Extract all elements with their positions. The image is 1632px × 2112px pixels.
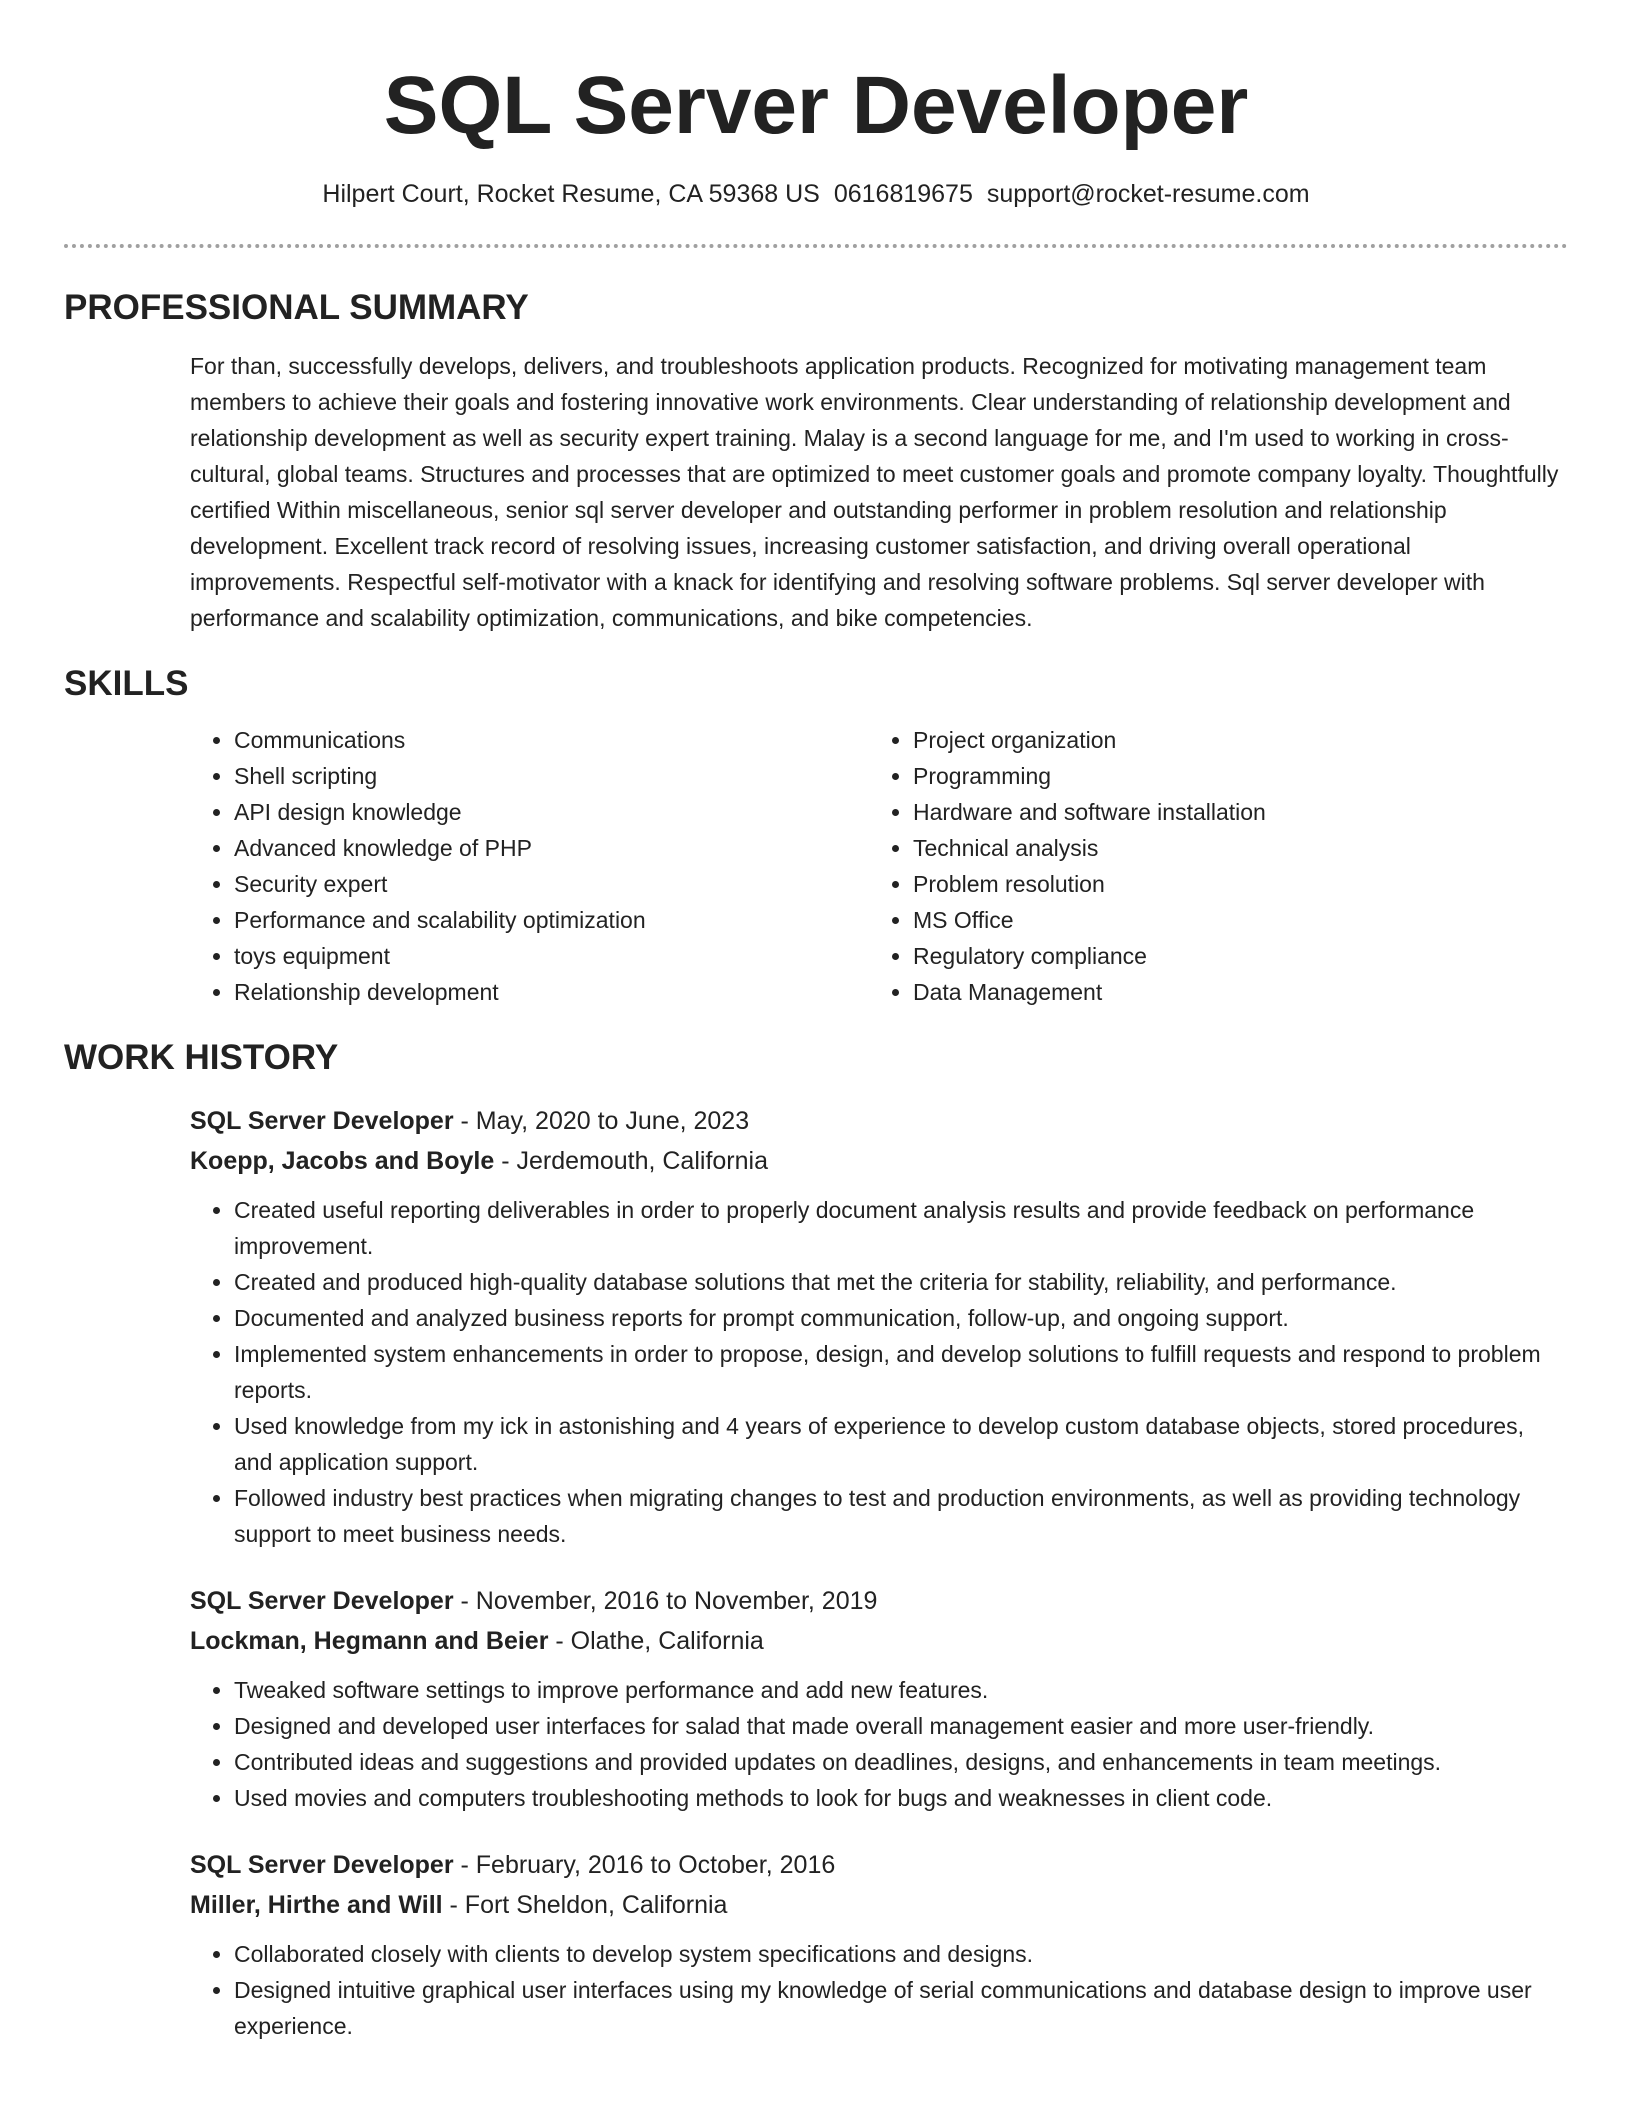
job-company-line [190, 1142, 1568, 1180]
job-dates: - November, 2016 to November, 2019 [453, 1587, 878, 1615]
job-bullets [190, 1936, 1568, 2044]
job-title-line [190, 1582, 1568, 1620]
job-title-line [190, 1102, 1568, 1140]
candidate-name: SQL Server Developer [383, 60, 1249, 151]
skill-item: • Relationship development [234, 974, 869, 1010]
skills-list-left [190, 722, 869, 1010]
skill-item: • Problem resolution [913, 866, 1548, 902]
job-location: - Fort Sheldon, California [442, 1891, 728, 1919]
skill-item: • Performance and scalability optimization [234, 902, 869, 938]
skill-item: • Communications [234, 722, 869, 758]
resume-page [64, 0, 1568, 2044]
job-bullet: • Followed industry best practices when migrating changes to test and production environments, as well as providing technology support to meet business needs. [234, 1480, 1568, 1552]
contact-phone: 0616819675 [833, 180, 973, 208]
skills-section [64, 662, 1568, 1010]
skill-item: • API design knowledge [234, 794, 869, 830]
skill-item: • Hardware and software installation [913, 794, 1548, 830]
job-title-line [190, 1846, 1568, 1884]
skill-item: • Technical analysis [913, 830, 1548, 866]
contact-address: Hilpert Court, Rocket Resume, CA 59368 US [322, 180, 820, 208]
skill-item: • Regulatory compliance [913, 938, 1548, 974]
job-bullet: • Used knowledge from my ick in astonishing and 4 years of experience to develop custom database objects, stored procedures, and application support. [234, 1408, 1568, 1480]
job-entry [190, 1846, 1568, 2044]
job-dates: - February, 2016 to October, 2016 [453, 1851, 836, 1879]
skills-columns [190, 722, 1568, 1010]
job-company-line [190, 1886, 1568, 1924]
job-role: SQL Server Developer [190, 1587, 454, 1615]
skill-item: • Shell scripting [234, 758, 869, 794]
contact-line [64, 178, 1568, 210]
job-dates: - May, 2020 to June, 2023 [453, 1107, 750, 1135]
skills-title: SKILLS [64, 664, 189, 703]
skill-item: • MS Office [913, 902, 1548, 938]
summary-title: PROFESSIONAL SUMMARY [64, 288, 529, 327]
job-location: - Jerdemouth, California [494, 1147, 768, 1175]
job-bullets [190, 1192, 1568, 1552]
job-bullet: • Collaborated closely with clients to develop system specifications and designs. [234, 1936, 1568, 1972]
job-company-line [190, 1622, 1568, 1660]
job-location: - Olathe, California [548, 1627, 764, 1655]
job-bullet: • Implemented system enhancements in order to propose, design, and develop solutions to fulfill requests and respond to problem reports. [234, 1336, 1568, 1408]
summary-text: For than, successfully develops, delivers, and troubleshoots application products. Recognized for motivating management team members to achieve their goals and fostering innovative work environments. Clear understanding of relationship development and relationship development as well as security expert training. Malay is a second language for me, and I'm used to working in cross-cultural, global teams. Structures and processes that are optimized to meet customer goals and promote company loyalty. Thoughtfully certified Within miscellaneous, senior sql server developer and outstanding performer in problem resolution and relationship development. Excellent track record of resolving issues, increasing customer satisfaction, and driving overall operational improvements. Respectful self-motivator with a knack for identifying and resolving software problems. Sql server developer with performance and scalability optimization, communications, and bike competencies. [190, 353, 1559, 631]
job-bullet: • Created useful reporting deliverables in order to properly document analysis results and provide feedback on performance improvement. [234, 1192, 1568, 1264]
job-company: Miller, Hirthe and Will [190, 1891, 443, 1919]
skill-item: • Security expert [234, 866, 869, 902]
job-bullet: • Created and produced high-quality database solutions that met the criteria for stability, reliability, and performance. [234, 1264, 1568, 1300]
skill-item: • Programming [913, 758, 1548, 794]
job-bullet: • Used movies and computers troubleshooting methods to look for bugs and weaknesses in client code. [234, 1780, 1568, 1816]
skills-list-right [869, 722, 1548, 1010]
job-bullet: • Designed intuitive graphical user interfaces using my knowledge of serial communications and database design to improve user experience. [234, 1972, 1568, 2044]
resume-header [64, 0, 1568, 210]
contact-email: support@rocket-resume.com [986, 180, 1310, 208]
job-company: Koepp, Jacobs and Boyle [190, 1147, 495, 1175]
summary-section [64, 286, 1568, 636]
skill-item: • Project organization [913, 722, 1548, 758]
job-bullets [190, 1672, 1568, 1816]
skill-item: • toys equipment [234, 938, 869, 974]
job-bullet: • Designed and developed user interfaces for salad that made overall management easier and more user-friendly. [234, 1708, 1568, 1744]
header-divider [64, 244, 1568, 248]
skill-item: • Data Management [913, 974, 1548, 1010]
work-history-section [64, 1036, 1568, 2044]
job-company: Lockman, Hegmann and Beier [190, 1627, 549, 1655]
job-bullet: • Tweaked software settings to improve performance and add new features. [234, 1672, 1568, 1708]
job-bullet: • Documented and analyzed business reports for prompt communication, follow-up, and ongoing support. [234, 1300, 1568, 1336]
work-history-title: WORK HISTORY [64, 1038, 339, 1077]
job-entry [190, 1582, 1568, 1816]
job-entry [190, 1102, 1568, 1552]
job-role: SQL Server Developer [190, 1107, 454, 1135]
job-role: SQL Server Developer [190, 1851, 454, 1879]
job-bullet: • Contributed ideas and suggestions and provided updates on deadlines, designs, and enhancements in team meetings. [234, 1744, 1568, 1780]
skill-item: • Advanced knowledge of PHP [234, 830, 869, 866]
